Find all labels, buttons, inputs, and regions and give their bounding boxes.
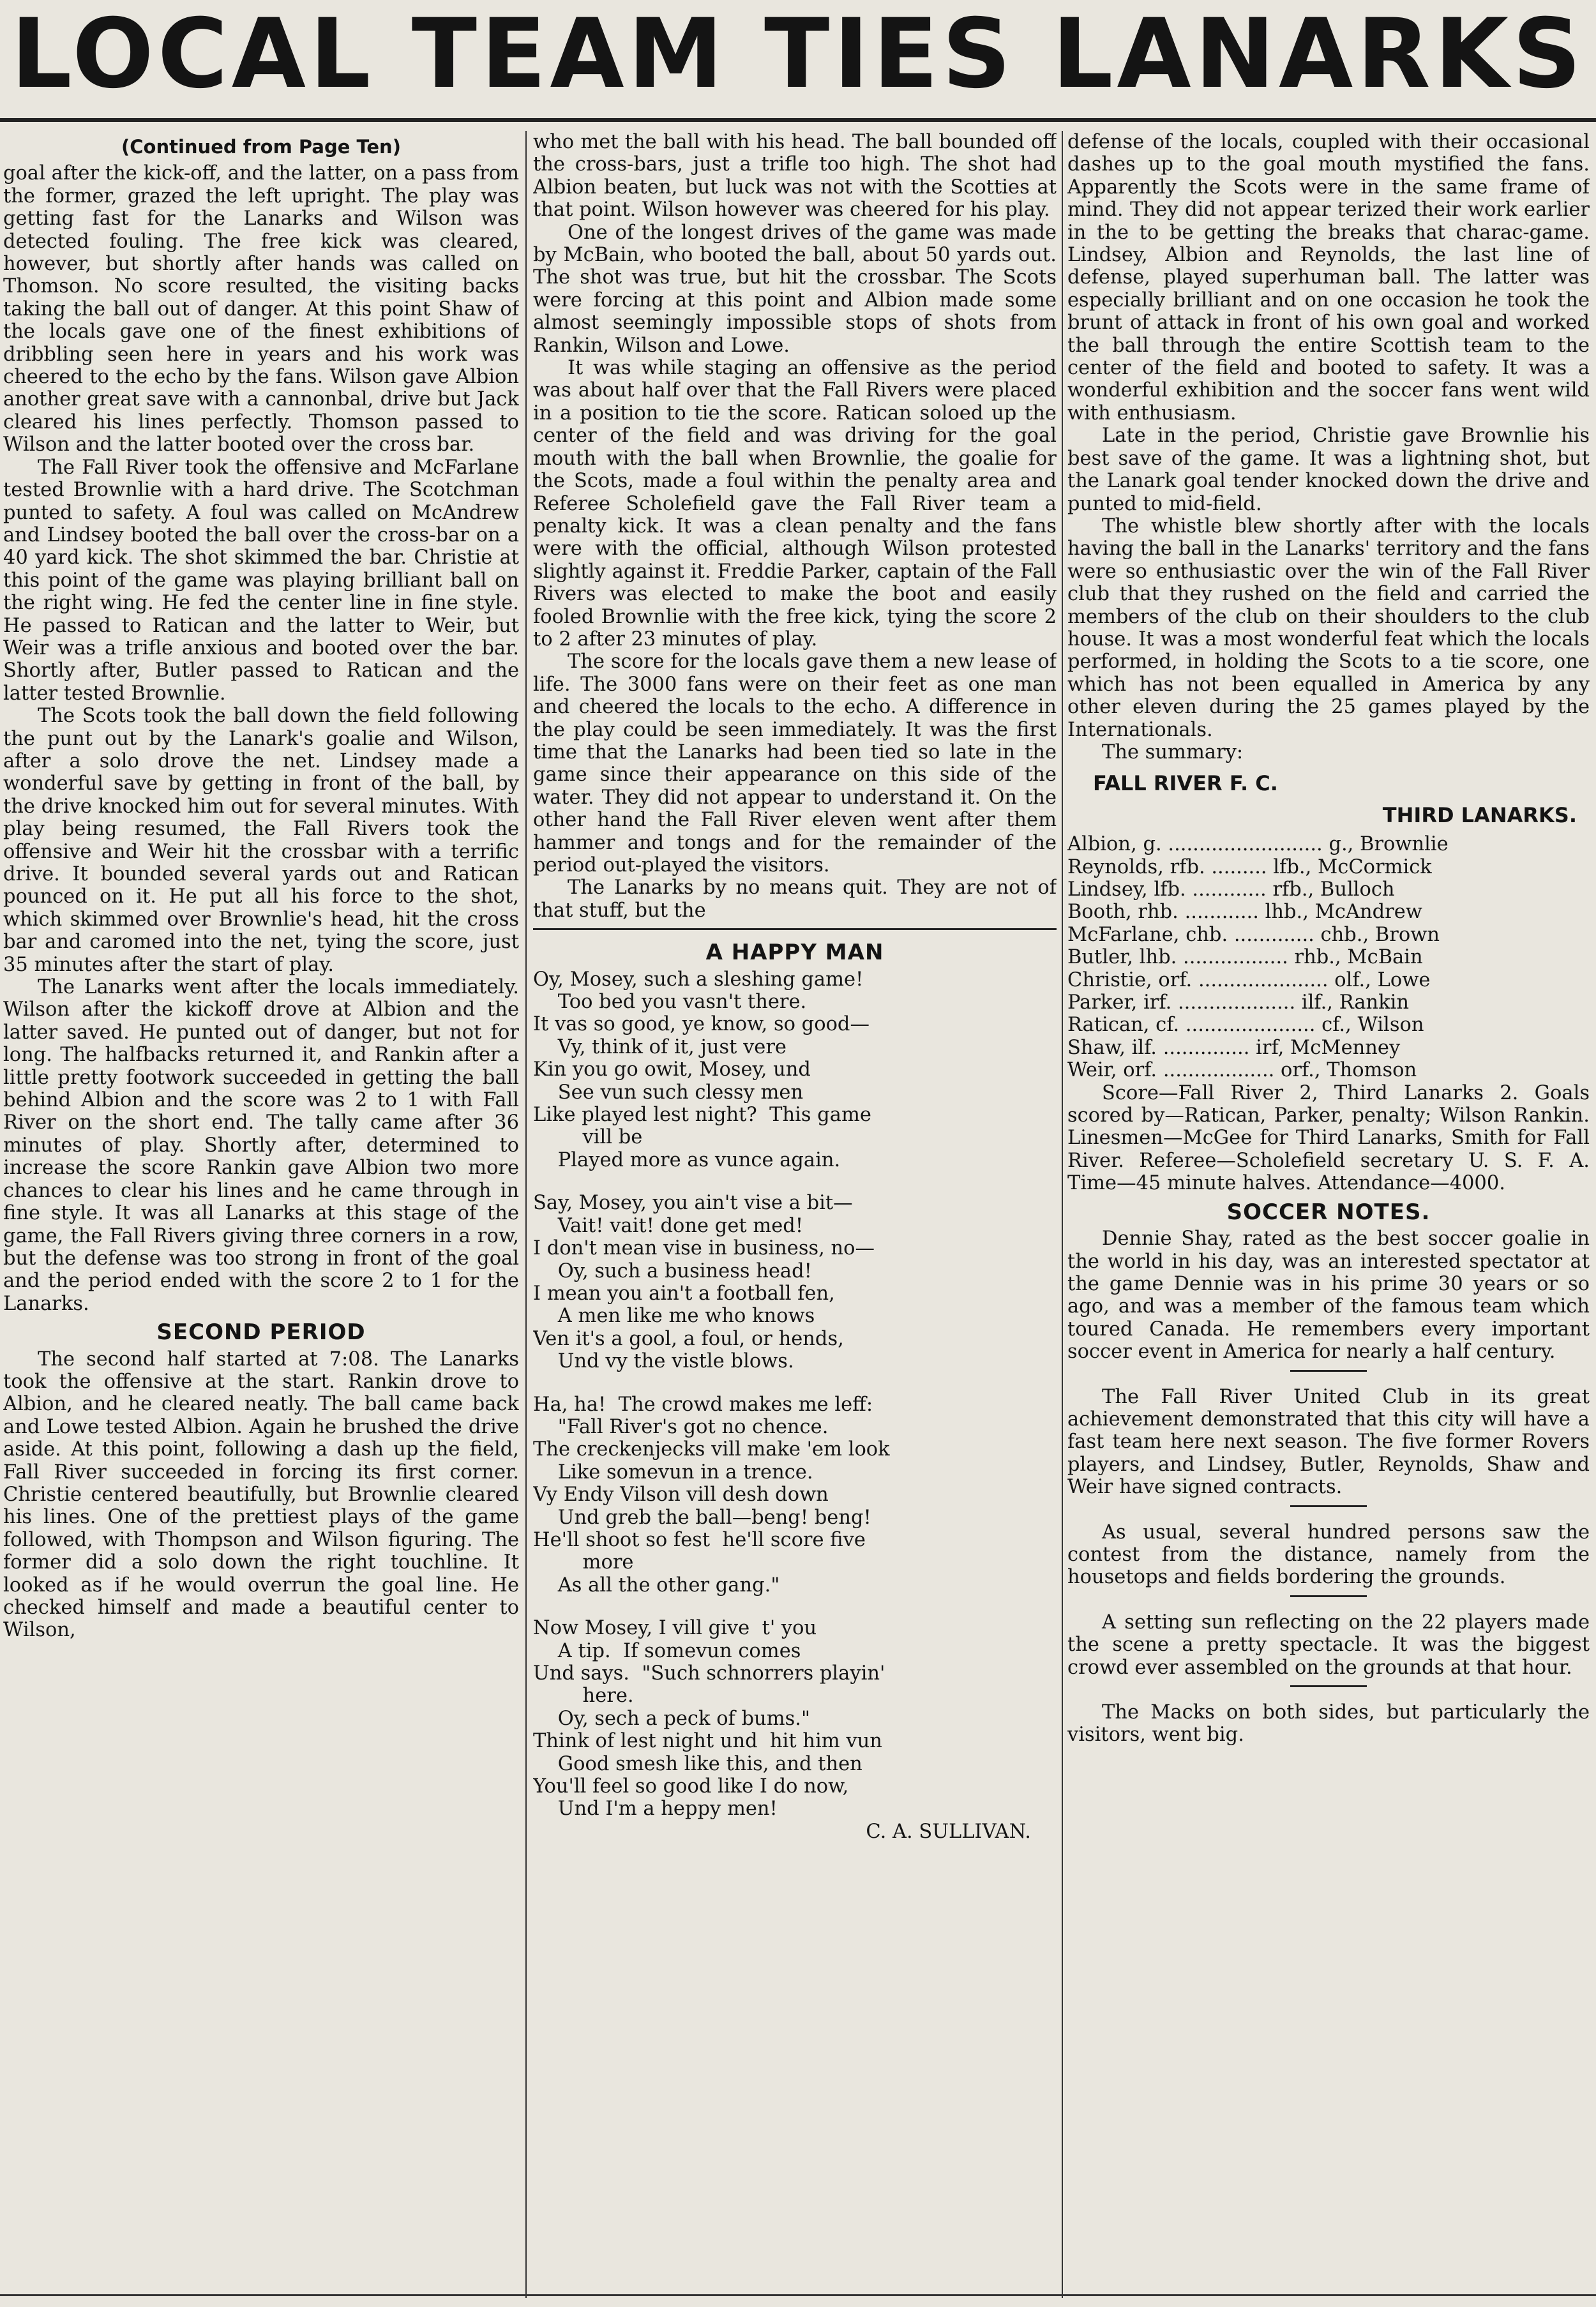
poem-line: Say, Mosey, you ain't vise a bit— [533,1192,853,1215]
poem-line: Now Mosey, I vill give t' you [533,1617,817,1640]
stanza-gap [533,1597,1057,1617]
note-separator [1290,1685,1367,1687]
lineup-row: Reynolds, rfb. ......... lfb., McCormick [1067,855,1432,878]
article-paragraph: The score for the locals gave them a new lease of life. The 3000 fans were on their feet as one man and cheered the locals to the echo. A difference in the play could be seen immediately. It was the first time that the Lanarks had been tied so late in the game since their appearance on this side of the water. They did not appear to understand it. On the other hand the Fall River eleven went after them hammer and tongs and for the remainder of the period out-played the visitors. [533,650,1057,876]
column-3 [1067,131,1590,2292]
poem-separator [533,928,1057,930]
bottom-rule [0,2294,1596,2296]
lineup-row: Lindsey, lfb. ............ rfb., Bulloch [1067,878,1395,901]
stanza-gap [533,1373,1057,1394]
lineup-row: Parker, irf. ................... ilf., Rankin [1067,991,1410,1014]
poem [533,968,1057,1821]
poem-line: The creckenjecks vill make 'em look [533,1438,890,1461]
note-separator [1290,1595,1367,1597]
poem-line: It vas so good, ye know, so good— [533,1013,870,1036]
away-team-heading: THIRD LANARKS. [1382,802,1577,827]
poem-line: As all the other gang." [533,1574,780,1597]
headline: LOCAL TEAM TIES LANARKS [10,0,1585,110]
column-2 [533,131,1057,2292]
article-paragraph: One of the longest drives of the game was made by McBain, who booted the ball, about 50 yards out. The shot was true, but hit the crossbar. The Scots were forcing at this point and Albion made some almost seemingly impossible stops of shots from Rankin, Wilson and Lowe. [533,221,1057,357]
article-paragraph: Late in the period, Christie gave Brownlie his best save of the game. It was a lightning shot, but the Lanark goal tender knocked down the drive and punted to mid-field. [1067,425,1590,515]
poem-line: Like played lest night? This game [533,1104,871,1127]
article-paragraph: It was while staging an offensive as the period was about half over that the Fall Rivers were placed in a position to tie the score. Ratican soloed up the center of the field and was driving for the goal mouth with the ball when Brownlie, the goalie for the Scots, made a foul within the penalty area and Referee Scholefield gave the Fall River team a penalty kick. It was a clean penalty and the fans were with the official, although Wilson protested slightly against it. Freddie Parker, captain of the Fall Rivers was elected to make the boot and easily fooled Brownlie with the free kick, tying the score 2 to 2 after 23 minutes of play. [533,357,1057,650]
poem-line: Und greb the ball—beng! beng! [533,1506,871,1529]
poem-title: A HAPPY MAN [705,940,884,966]
lineup-row: Weir, orf. .................. orf., Thomson [1067,1059,1417,1082]
lineup-row: Booth, rhb. ............ lhb., McAndrew [1067,901,1422,924]
poem-line: I mean you ain't a football fen, [533,1282,835,1305]
poem-line: See vun such clessy men [533,1081,804,1104]
poem-line: Oy, such a business head! [533,1259,812,1282]
lineup-row: McFarlane, chb. ............. chb., Brown [1067,923,1440,946]
lineup-row: Christie, orf. ..................... olf., Lowe [1067,968,1431,991]
poem-line: Ven it's a gool, a foul, or hends, [533,1327,844,1350]
poem-line: You'll feel so good like I do now, [533,1775,849,1798]
lineup-row: Butler, lhb. ................. rhb., McBain [1067,946,1423,969]
article-paragraph: goal after the kick-off, and the latter, on a pass from the former, grazed the left upright. The play was getting fast for the Lanarks and Wilson was detected fouling. The free kick was cleared, however, but shortly after hands was called on Thomson. No score resulted, the visiting backs taking the ball out of danger. At this point Shaw of the locals gave one of the finest exhibitions of dribbling seen here in years and his work was cheered to the echo by the fans. Wilson gave Albion another great save with a cannonbal, drive but Jack cleared his lines perfectly. Thomson passed to Wilson and the latter booted over the cross bar. [3,162,519,456]
home-team-heading: FALL RIVER F. C. [1093,771,1278,796]
poem-line: I don't mean vise in business, no— [533,1237,875,1260]
article-paragraph: The Fall River took the offensive and McFarlane tested Brownlie with a hard drive. The Scotchman punted to safety. A foul was called on McAndrew and Lindsey booted the ball over the cross-bar on a 40 yard kick. The shot skimmed the bar. Christie at this point of the game was playing brilliant ball on the right wing. He fed the center line in fine style. He passed to Ratican and the latter to Weir, but Weir was a trifle anxious and booted over the bar. Shortly after, Butler passed to Ratican and the latter tested Brownlie. [3,456,519,705]
summary-label: The summary: [1102,740,1244,763]
stanza-gap [533,1171,1057,1192]
note-paragraph: As usual, several hundred persons saw the contest from the distance, namely from the housetops and fields bordering the grounds. [1067,1521,1590,1589]
note-paragraph: The Fall River United Club in its great achievement demonstrated that this city will have a fast team here next season. The five former Rovers players, and Lindsey, Butler, Reynolds, Shaw and Weir have signed contracts. [1067,1385,1590,1499]
headline-rule [0,118,1596,122]
poem-line: Ha, ha! The crowd makes me leff: [533,1393,873,1416]
column-divider-1 [525,131,527,2298]
article-paragraph: The Scots took the ball down the field following the punt out by the Lanark's goalie and Wilson, after a solo drove the net. Lindsey made a wonderful save by getting in front of the ball, by the drive knocked him out for several minutes. With play being resumed, the Fall Rivers took the offensive and Weir hit the crossbar with a terrific drive. It bounded several yards out and Ratican pounced on it. He put all his force to the shot, which skimmed over Brownlie's head, hit the cross bar and caromed into the net, tying the score, just 35 minutes after the start of play. [3,705,519,976]
poem-author: C. A. SULLIVAN. [866,1820,1031,1843]
lineup-table [1067,833,1590,1081]
poem-line: Vy Endy Vilson vill desh down [533,1484,829,1507]
article-paragraph: defense of the locals, coupled with their occasional dashes up to the goal mouth mystified the fans. Apparently the Scots were in the same frame of mind. They did not appear terized their work earlier in the to be getting the breaks that charac-game. Lindsey, Albion and Reynolds, the last line of defense, played superhuman ball. The latter was especially brilliant and on one occasion he took the brunt of attack in front of his own goal and worked the ball through the entire Scottish team to the center of the field and booted to safety. It was a wonderful exhibition and the soccer fans went wild with enthusiasm. [1067,131,1590,425]
poem-line: Und says. "Such schnorrers playin' [533,1662,885,1685]
note-separator [1290,1505,1367,1507]
poem-line: Played more as vunce again. [533,1148,841,1171]
second-period-heading: SECOND PERIOD [156,1319,366,1346]
poem-line: Like somevun in a trence. [533,1461,813,1484]
score-summary: Score—Fall River 2, Third Lanarks 2. Goals scored by—Ratican, Parker, penalty; Wilson Rankin. Linesmen—McGee for Third Lanarks, Smith for Fall River. Referee—Scholefield secretary U. S. F. A. Time—45 minute halves. Attendance—4000. [1067,1081,1590,1195]
poem-line: more [533,1551,634,1574]
soccer-notes-heading: SOCCER NOTES. [1226,1199,1431,1225]
poem-line: Vy, think of it, just vere [533,1035,787,1058]
note-paragraph: The Macks on both sides, but particularly the visitors, went big. [1067,1701,1590,1747]
article-paragraph: The Lanarks went after the locals immediately. Wilson after the kickoff drove at Albion and the latter saved. He punted out of danger, but not for long. The halfbacks returned it, and Rankin after a little pretty footwork succeeded in getting the ball behind Albion and the score was 2 to 1 with Fall River on the short end. The tally came after 36 minutes of play. Shortly after, determined to increase the score Rankin gave Albion two more chances to clear his lines and he came through in fine style. It was all Lanarks at this stage of the game, the Fall Rivers giving three corners in a row, but the defense was too strong in front of the goal and the period ended with the score 2 to 1 for the Lanarks. [3,976,519,1315]
poem-line: Think of lest night und hit him vun [533,1730,882,1753]
article-paragraph: The Lanarks by no means quit. They are not of that stuff, but the [533,876,1057,922]
column-1 [3,131,519,2292]
poem-line: Oy, sech a peck of bums." [533,1707,810,1730]
note-paragraph: A setting sun reflecting on the 22 players made the scene a pretty spectacle. It was the biggest crowd ever assembled on the grounds at that hour. [1067,1611,1590,1679]
continued-note: (Continued from Page Ten) [121,136,401,158]
poem-line: "Fall River's got no chence. [533,1415,829,1438]
poem-line: Und vy the vistle blows. [533,1350,794,1373]
article-paragraph: who met the ball with his head. The ball bounded off the cross-bars, just a trifle too high. The shot had Albion beaten, but luck was not with the Scotties at that point. Wilson however was cheered for his play. [533,131,1057,222]
note-separator [1290,1370,1367,1372]
poem-line: Und I'm a heppy men! [533,1798,778,1821]
poem-line: here. [533,1685,634,1708]
poem-line: Vait! vait! done get med! [533,1214,804,1237]
lineup-row: Ratican, cf. ..................... cf., Wilson [1067,1014,1424,1037]
column-divider-2 [1062,131,1063,2298]
poem-line: Good smesh like this, and then [533,1752,862,1775]
article-paragraph: The whistle blew shortly after with the locals having the ball in the Lanarks' territory and the fans were so enthusiastic over the win of the Fall River club that they rushed on the field and carried the members of the club on their shoulders to the club house. It was a most wonderful feat which the locals performed, in holding the Scots to a tie score, one which has not been equalled in America by any other eleven during the 25 games played by the Internationals. [1067,515,1590,741]
poem-line: vill be [533,1126,643,1149]
article-paragraph: The second half started at 7:08. The Lanarks took the offensive at the start. Rankin drove to Albion, and he cleared neatly. The ball came back and Lowe tested Albion. Again he brushed the drive aside. At this point, following a dash up the field, Fall River succeeded in forcing its first corner. Christie centered beautifully, but Brownlie cleared his lines. One of the prettiest plays of the game followed, with Thompson and Wilson figuring. The former did a solo down the right touchline. It looked as if he would overrun the goal line. He checked himself and made a beautiful center to Wilson, [3,1348,519,1642]
poem-line: Oy, Mosey, such a sleshing game! [533,968,864,991]
poem-line: A men like me who knows [533,1305,815,1328]
poem-line: He'll shoot so fest he'll score five [533,1528,866,1551]
note-paragraph: Dennie Shay, rated as the best soccer goalie in the world in his day, was an interested spectator at the game Dennie was in his prime 30 years or so ago, and was a member of the famous team which toured Canada. He remembers every important soccer event in America for nearly a half century. [1067,1228,1590,1364]
poem-line: Kin you go owit, Mosey, und [533,1058,811,1081]
lineup-row: Albion, g. ......................... g., Brownlie [1067,833,1449,856]
poem-line: Too bed you vasn't there. [533,991,807,1014]
poem-line: A tip. If somevun comes [533,1639,801,1662]
lineup-row: Shaw, ilf. .............. irf, McMenney [1067,1036,1401,1059]
